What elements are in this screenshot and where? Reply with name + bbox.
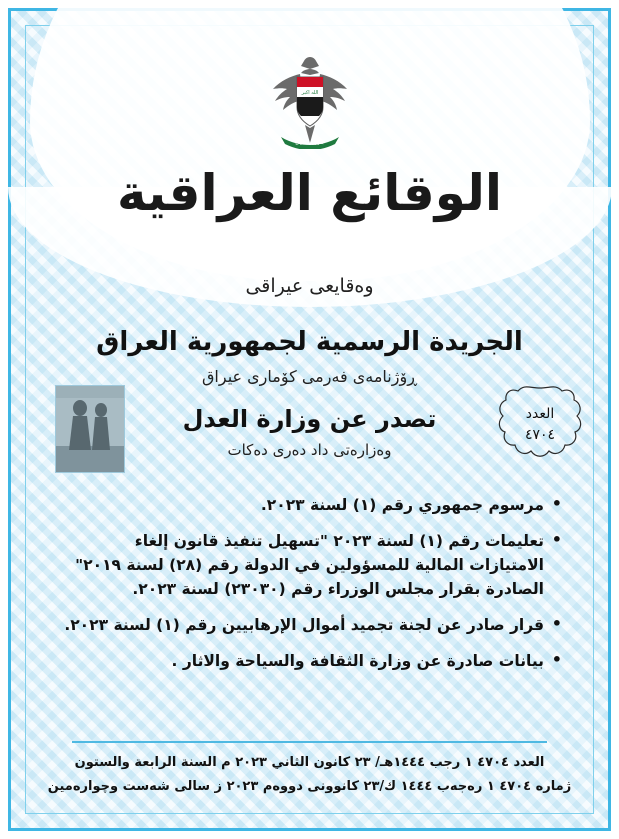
issue-number: ٤٧٠٤ <box>524 427 556 443</box>
issuer-line: تصدر عن وزارة العدل <box>182 405 437 433</box>
page-border-frame <box>8 8 611 831</box>
svg-text:جمهورية العراق: جمهورية العراق <box>294 141 325 146</box>
list-item: • قرار صادر عن لجنة تجميد أموال الإرهابيين رقم (١) لسنة ٢٠٢٣. <box>61 613 562 637</box>
list-item: • تعليمات رقم (١) لسنة ٢٠٢٣ "تسهيل تنفيذ قانون إلغاء الامتيازات المالية للمسؤولين في الدولة رقم (٢٨) لسنة ٢٠١٩" الصادرة بقرار مجلس الوزراء رقم (٢٣٠٣٠) لسنة ٢٠٢٣. <box>61 529 562 601</box>
iraq-eagle-emblem-icon <box>267 53 353 149</box>
footer-divider <box>72 741 547 743</box>
list-item: • مرسوم جمهوري رقم (١) لسنة ٢٠٢٣. <box>61 493 562 517</box>
contents-list <box>61 493 562 685</box>
emblem-container <box>258 53 362 149</box>
gazette-title-kurdish: وەقايعى عيراقى <box>245 275 374 297</box>
issue-label: العدد <box>525 406 555 422</box>
gazette-subtitle-kurdish: ڕۆژنامەى فەرمى كۆمارى عيراق <box>202 367 417 386</box>
page-footer <box>27 741 592 798</box>
svg-text:الله اكبر: الله اكبر <box>301 90 318 96</box>
list-item: • بيانات صادرة عن وزارة الثقافة والسياحة والاثار . <box>61 649 562 673</box>
footer-date-kurdish: ژمارە ٤٧٠٤ ١ رەجەب ١٤٤٤ ك/٢٣ كانوونى دووەم ٢٠٢٣ ز سالى شەست وچوارەمين <box>47 778 572 794</box>
issuer-line-kurdish: وەزارەتى داد دەرى دەكات <box>227 441 392 459</box>
gazette-main-title: الوقائع العراقية <box>117 164 502 222</box>
footer-date-arabic: العدد ٤٧٠٤ ١ رجب ١٤٤٤هـ/ ٢٣ كانون الثاني ٢٠٢٣ م السنة الرابعة والستون <box>74 755 545 771</box>
cover-content <box>27 27 592 812</box>
gazette-subtitle: الجريدة الرسمية لجمهورية العراق <box>96 327 523 357</box>
